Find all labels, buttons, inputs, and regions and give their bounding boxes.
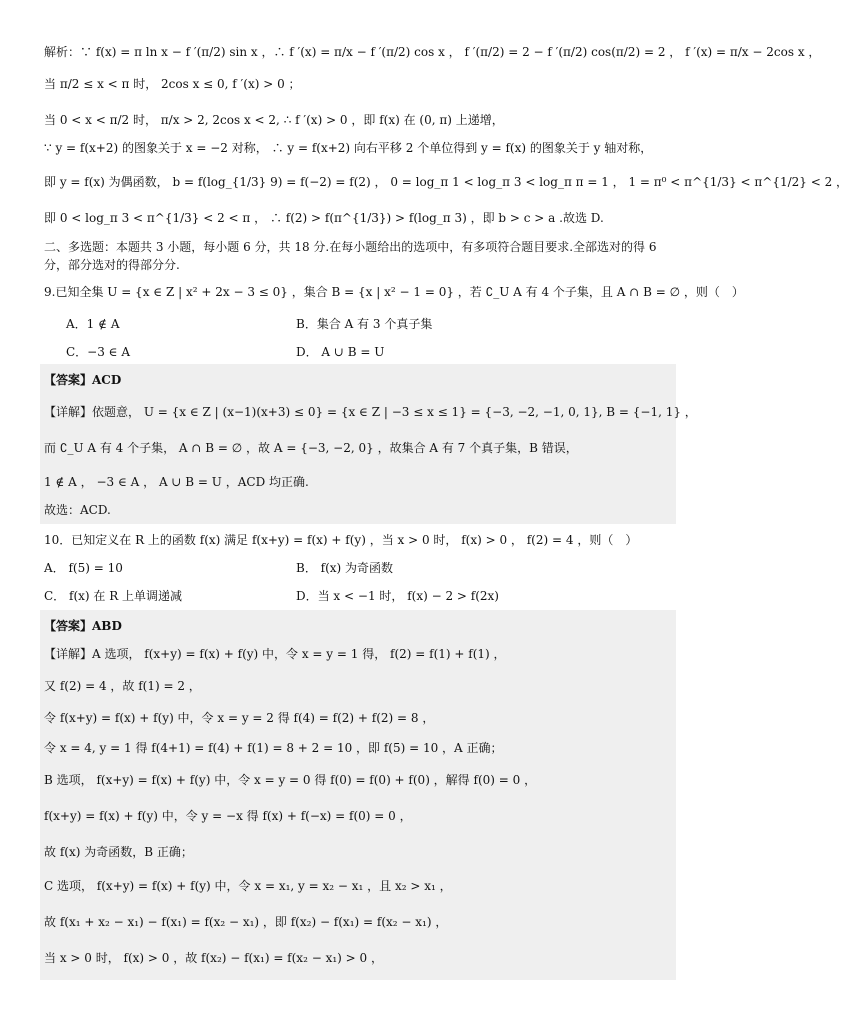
q9-detail-2: 而 ∁_U A 有 4 个子集， A ∩ B = ∅ ，故 A = {−3, −2, 0} ，故集合 A 有 7 个真子集，B 错误， xyxy=(44,441,578,455)
q10-detail-7: 故 f(x) 为奇函数，B 正确； xyxy=(44,845,193,859)
solution8-line-6: 即 0 < log_π 3 < π^{1/3} < 2 < π ， ∴ f(2) > f(π^{1/3}) > f(log_π 3) ，即 b > c > a .故选 D. xyxy=(44,211,604,225)
q9-option-d: D． A ∪ B = U xyxy=(296,345,385,359)
q9-option-a: A．1 ∉ A xyxy=(66,317,120,331)
q10-detail-1: 【详解】A 选项， f(x+y) = f(x) + f(y) 中，令 x = y = 1 得， f(2) = f(1) + f(1) ， xyxy=(44,647,506,661)
solution8-line-3: 当 0 < x < π/2 时， π/x > 2, 2cos x < 2, ∴ f ′(x) > 0 ，即 f(x) 在 (0, π) 上递增， xyxy=(44,113,504,127)
q9-stem: 9.已知全集 U = {x ∈ Z | x² + 2x − 3 ≤ 0} ，集合 B = {x | x² − 1 = 0} ，若 ∁_U A 有 4 个子集，且 A ∩ B = ∅ ，则（ ） xyxy=(44,285,744,299)
q10-detail-9: 故 f(x₁ + x₂ − x₁) − f(x₁) = f(x₂ − x₁) ，即 f(x₂) − f(x₁) = f(x₂ − x₁) ， xyxy=(44,915,448,929)
q10-detail-10: 当 x > 0 时， f(x) > 0 ，故 f(x₂) − f(x₁) = f(x₂ − x₁) > 0 ， xyxy=(44,951,383,965)
q9-option-c: C．−3 ∈ A xyxy=(66,345,131,359)
q10-detail-8: C 选项， f(x+y) = f(x) + f(y) 中，令 x = x₁, y = x₂ − x₁ ，且 x₂ > x₁ ， xyxy=(44,879,452,893)
q10-detail-4: 令 x = 4, y = 1 得 f(4+1) = f(4) + f(1) = 8 + 2 = 10 ，即 f(5) = 10 ，A 正确； xyxy=(44,741,503,755)
q10-option-a: A． f(5) = 10 xyxy=(44,561,123,575)
solution8-line-1: 解析：∵ f(x) = π ln x − f ′(π/2) sin x ，∴ f ′(x) = π/x − f ′(π/2) cos x ， f ′(π/2) = 2 − f ′(π/2) cos(π/2) = 2 ， f ′(x) = π/x − 2cos x ， xyxy=(44,45,821,59)
q9-option-b: B．集合 A 有 3 个真子集 xyxy=(296,317,433,331)
q9-detail-3: 1 ∉ A ， −3 ∈ A ， A ∪ B = U ，ACD 均正确. xyxy=(44,475,309,489)
q10-detail-5: B 选项， f(x+y) = f(x) + f(y) 中，令 x = y = 0 得 f(0) = f(0) + f(0) ，解得 f(0) = 0 ， xyxy=(44,773,537,787)
q10-option-b: B． f(x) 为奇函数 xyxy=(296,561,394,575)
q10-detail-2: 又 f(2) = 4 ，故 f(1) = 2 ， xyxy=(44,679,201,693)
q10-stem: 10．已知定义在 R 上的函数 f(x) 满足 f(x+y) = f(x) + f(y) ，当 x > 0 时， f(x) > 0 ， f(2) = 4 ，则（ ） xyxy=(44,533,638,547)
q10-option-d: D．当 x < −1 时， f(x) − 2 > f(2x) xyxy=(296,589,499,603)
q9-answer: 【答案】ACD xyxy=(44,373,122,387)
q10-detail-3: 令 f(x+y) = f(x) + f(y) 中，令 x = y = 2 得 f(4) = f(2) + f(2) = 8 ， xyxy=(44,711,435,725)
q10-detail-6: f(x+y) = f(x) + f(y) 中，令 y = −x 得 f(x) + f(−x) = f(0) = 0 ， xyxy=(44,809,412,823)
q9-detail-1: 【详解】依题意， U = {x ∈ Z | (x−1)(x+3) ≤ 0} = {x ∈ Z | −3 ≤ x ≤ 1} = {−3, −2, −1, 0, 1}, B = {−1, 1} ， xyxy=(44,405,697,419)
solution8-line-5: 即 y = f(x) 为偶函数， b = f(log_{1/3} 9) = f(−2) = f(2) ， 0 = log_π 1 < log_π 3 < log_π π = 1 ， 1 = π⁰ < π^{1/3} < π^{1/2} < 2 ， xyxy=(44,175,848,189)
solution8-line-2: 当 π/2 ≤ x < π 时， 2cos x ≤ 0, f ′(x) > 0 ； xyxy=(44,77,301,91)
q10-option-c: C． f(x) 在 R 上单调递减 xyxy=(44,589,183,603)
q9-detail-4: 故选：ACD. xyxy=(44,503,111,517)
section-heading: 二、多选题：本题共 3 小题，每小题 6 分，共 18 分.在每小题给出的选项中，有多项符合题目要求.全部选对的得 6 分，部分选对的得部分分. xyxy=(44,240,657,272)
solution8-line-4: ∵ y = f(x+2) 的图象关于 x = −2 对称， ∴ y = f(x+2) 向右平移 2 个单位得到 y = f(x) 的图象关于 y 轴对称， xyxy=(44,141,653,155)
q10-answer: 【答案】ABD xyxy=(44,619,122,633)
